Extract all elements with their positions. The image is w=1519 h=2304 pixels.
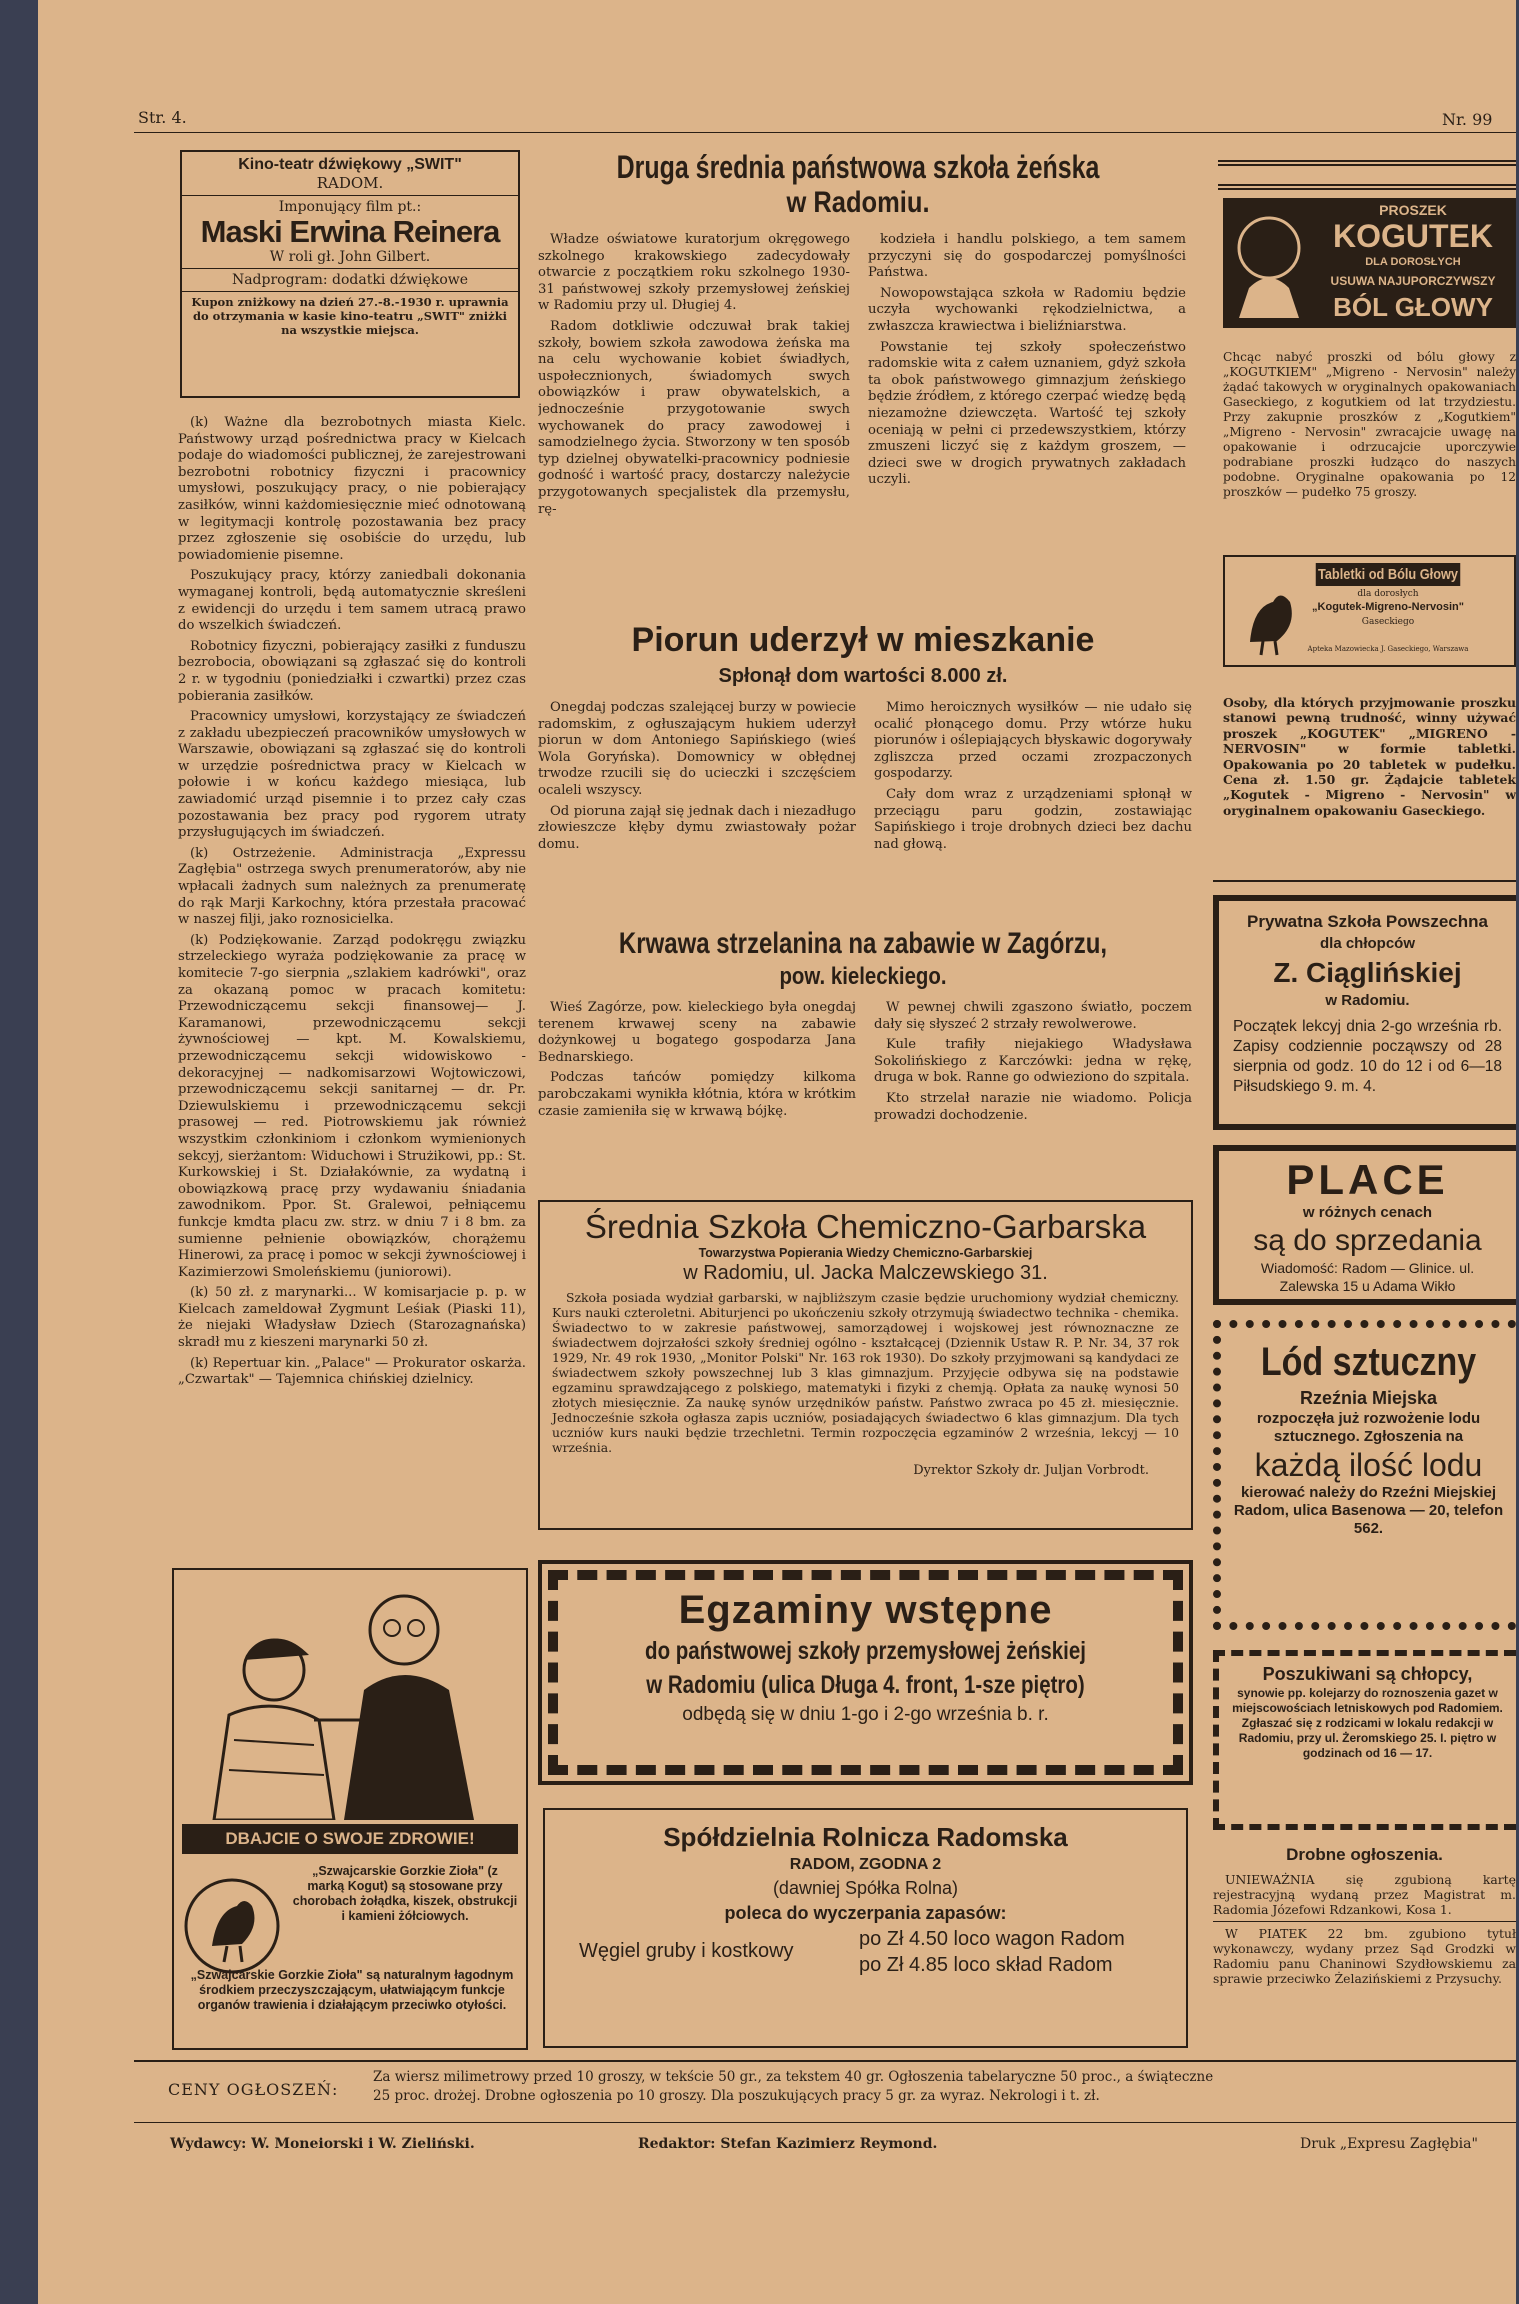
- article-lightning-subtitle: Spłonął dom wartości 8.000 zł.: [718, 665, 1008, 687]
- cinema-film-title: Maski Erwina Reinera: [200, 214, 500, 249]
- small-ads-title: Drobne ogłoszenia.: [1286, 1845, 1443, 1864]
- newspaper-page: [38, 0, 1516, 2304]
- exam-ad: [538, 1560, 1193, 1785]
- tablets-sub: Gaseckiego: [1361, 617, 1415, 627]
- tablets-ad: [1223, 555, 1516, 667]
- article-shooting-title: Krwawa strzelanina na zabawie w Zagórzu, pow. kieleckiego.: [618, 927, 1108, 990]
- cinema-role: W roli gł. John Gilbert.: [269, 249, 431, 265]
- article-shooting-col-2: [874, 1000, 1192, 1170]
- coop-title: Spółdzielnia Rolnicza Radomska: [663, 1822, 1068, 1852]
- cinema-intro: Imponujący film pt.:: [278, 199, 422, 215]
- boys-text: synowie pp. kolejarzy do roznoszenia gazet w miejscowościach letniskowych pod Radomiem. Zgłaszać się z rodzicami w lokalu redakcji w Radomiu, przy ul. Żeromskiego 25. I. piętro w godzinach od 16 — 17.: [1232, 1686, 1503, 1760]
- article-school-col-2: [868, 232, 1186, 592]
- rooster-icon: [1235, 577, 1305, 657]
- article-paragraph: W pewnej chwili zgaszono światło, poczem dały się słyszeć 2 strzały rewolwerowe.: [874, 1000, 1192, 1032]
- article-school-col-1: [538, 232, 850, 592]
- ice-title: Lód sztuczny: [1260, 1340, 1477, 1384]
- chronicle-paragraph: (k) Podziękowanie. Zarząd podokręgu związku strzeleckiego wyraża podziękowanie za pracę w komitecie 7-go sierpnia „szlakiem kadrówki", oraz za okazaną pomoc w pracach komitetu: Przewodniczącemu sekcji finansowej— J. Karamanowi, przewodniczącemu sekcji żywnościowej — kpt. M. Kowalskiemu, przewodniczącemu sekcji widowiskowo - dekoracyjnej — nadkomisarzowi Wojtowiczowi, przewodniczącemu sekcji sanitarnej — dr. Pr. Dziewulskiemu i przewodniczącemu sekcji prasowej — red. Piotrowskiemu jak również wszystkim członkiniom i członkom wymienionych sekcyj, sierżantom: Widuchowi i Strużikowi, pp.: St. Kurkowskiej i St. Działakównie, za wydatną i obowiązkową pracę przy wydawaniu śniadania zawodnikom. Ppor. St. Gralewoi, pełniącemu funkcje kmdta placu zw. strz. w dniu 7 i 8 bm. za sumienne pełnienie obowiązków, chorążemu Hinerowi, za pracę i pomoc w sekcji żywnościowej i Kazimierzowi Smoleńskiemu (juniorowi).: [178, 932, 526, 1280]
- article-paragraph: Cały dom wraz z urządzeniami spłonął w przeciągu paru godzin, zostawiając Sapińskiego i troje drobnych dzieci bez dachu nad głową.: [874, 786, 1192, 852]
- coop-address: RADOM, ZGODNA 2: [789, 1856, 942, 1873]
- chronicle-paragraph: (k) Ważne dla bezrobotnych miasta Kielc. Państwowy urząd pośrednictwa pracy w Kielcach podaje do wiadomości publicznej, że zarejestrowani bezrobotni robotnicy fizyczni i pracownicy umysłowi, poszukujący pracy, o nie pobierający zasiłków, winni każdomiesięcznie mieć odnotowaną w legitymacji kontrolę pozostawania bez pracy przez zgłoszenie się osobiście do urzędu, lub powiadomienie pisemne.: [178, 415, 526, 563]
- article-lightning-title: Piorun uderzył w mieszkanie: [631, 621, 1095, 659]
- plots-ad: [1213, 1145, 1516, 1305]
- coop-former-name: (dawniej Spółka Rolna): [772, 1878, 959, 1898]
- coop-price: 4.85: [909, 1954, 948, 1976]
- article-paragraph: Podczas tańców pomiędzy kilkoma parobczakami wynikła kłótnia, która w krótkim czasie zamieniła się w krwawą bójkę.: [538, 1070, 856, 1119]
- header-rule: [134, 132, 1516, 133]
- cinema-rule: [182, 195, 518, 196]
- article-school-title: Druga średnia państwowa szkoła żeńska w Radomiu.: [616, 149, 1100, 219]
- chemical-school-body: Szkoła posiada wydział garbarski, w najbliższym czasie będzie uruchomiony wydział chemiczny. Kurs nauki czteroletni. Abiturjenci po ukończeniu szkoły otrzymują świadectwo technika - chemika. Świadectwo to w zakresie państwowej, samorządowej i wojskowej jest równoznaczne ze świadectwem dojrzałości szkoły średniej ogólno - kształcącej (Dziennik Ustaw R. P. Nr. 34, 37 rok 1929, Nr. 49 rok 1930, „Monitor Polski" Nr. 163 rok 1930). Do szkoły przyjmowani są kandydaci ze świadectwem szkoły powszechnej lub 3 klas gimnazjum. Przyjęcie odbywa się na podstawie egzaminu sprawdzającego z polskiego, matematyki i fizyki z chemją. Opłata za naukę wynosi 50 złotych miesięcznie. Za naukę synów urzędników państw. Państwo zwraca po 45 zł. miesięcznie. Jednocześnie szkoła ogłasza zapis uczniów, posiadających świadectwo 6 klas gimnazjum. Dla tych uczniów kurs nauki będzie trzechletni. Termin rozpoczęcia egzaminów 2 września, lekcyj — 10 września.: [552, 1290, 1179, 1455]
- editor: Redaktor: Stefan Kazimierz Reymond.: [638, 2136, 938, 2152]
- health-text-1: „Szwajcarskie Gorzkie Zioła" (z marką Kogut) są stosowane przy chorobach żołądka, kiszek, obstrukcji i kamieni żółciowych.: [292, 1864, 518, 1923]
- chronicle-column: [178, 415, 526, 1585]
- health-text-2: „Szwajcarskie Gorzkie Zioła" są naturalnym łagodnym środkiem przeczyszczającym, ułatwiającym funkcje organów trawienia i działającym przeciwko otyłości.: [190, 1968, 514, 2012]
- cinema-title: Kino-teatr dźwiękowy „SWIT": [238, 156, 462, 173]
- private-school-text: Początek lekcyj dnia 2-go września rb. Zapisy codziennie począwszy od 28 sierpnia od godz. 10 do 12 i od 6—18 Piłsudskiego 9. m. 4.: [1233, 1018, 1502, 1095]
- footer-rule-2: [134, 2122, 1516, 2123]
- prices-text: Za wiersz milimetrowy przed 10 groszy, w tekście 50 gr., za tekstem 40 gr. Ogłoszenia tabelaryczne 50 proc., a świąteczne 25 proc. drożej. Drobne ogłoszenia po 10 groszy. Dla poszukujących pracy 5 gr. za wyraz. Nekrologi i t. zł.: [373, 2069, 1214, 2104]
- article-shooting-col-1: [538, 1000, 856, 1170]
- cinema-coupon: Kupon zniżkowy na dzień 27.-8.-1930 r. uprawnia do otrzymania w kasie kino-teatru „SWIT" zniżki na wszystkie miejsca.: [191, 295, 509, 337]
- article-lightning-col-1: [538, 700, 856, 910]
- doctor-illustration: [174, 1570, 526, 1820]
- chemical-school-title: Średnia Szkoła Chemiczno-Garbarska: [584, 1208, 1147, 1245]
- article-paragraph: Wieś Zagórze, pow. kieleckiego była onegdaj terenem krwawej sceny na zabawie dożynkowej u bogatego gospodarza Jana Bednarskiego.: [538, 1000, 856, 1065]
- boys-ad: [1213, 1650, 1516, 1830]
- small-ad: UNIEWAŻNIA się zgubioną kartę rejestracyjną wydaną przez Magistrat m. Radomia Józefowi Rdzankowi, Kosa 1.: [1213, 1872, 1516, 1917]
- article-paragraph: Mimo heroicznych wysiłków — nie udało się ocalić płonącego domu. Przy wtórze huku piorunów i oślepiających błyskawic dogorywały zgliszcza przed oczami zrozpaczonych gospodarzy.: [874, 700, 1192, 782]
- cinema-rule-3: [182, 291, 518, 292]
- boys-title: Poszukiwani są chłopcy,: [1262, 1664, 1473, 1684]
- article-paragraph: Kto strzelał narazie nie wiadomo. Policja prowadzi dochodzenie.: [874, 1090, 1192, 1123]
- article-paragraph: kodzieła i handlu polskiego, a tem samem przyczyni się do gospodarczej pomyślności Państwa.: [868, 232, 1186, 281]
- page-number-left: Str. 4.: [138, 108, 187, 127]
- private-school-title: Prywatna Szkoła Powszechna: [1247, 912, 1488, 931]
- face-icon: [1229, 208, 1309, 318]
- article-paragraph: Władze oświatowe kuratorjum okręgowego szkolnego krakowskiego zadecydowały otwarcie z początkiem roku szkolnego 1930- 31 państwowej szkoły przemysłowej żeńskiej w Radomiu przy ul. Długiej 4.: [538, 232, 850, 314]
- chemical-school-signature: Dyrektor Szkoły dr. Juljan Vorbrodt.: [913, 1463, 1149, 1478]
- ice-ad: [1213, 1320, 1516, 1630]
- ice-text: rozpoczęła już rozwożenie lodu sztucznego. Zgłoszenia na: [1256, 1410, 1481, 1445]
- coop-price-row: po Zł 4.85 loco skład Radom: [859, 1954, 1113, 1976]
- ice-abattoir: Rzeźnia Miejska: [1299, 1388, 1438, 1408]
- kogutek-top: PROSZEK: [1379, 202, 1447, 218]
- chronicle-paragraph: (k) Repertuar kin. „Palace" — Prokurator oskarża. „Czwartak" — Tajemnica chińskiej dzielnicy.: [178, 1355, 526, 1388]
- plots-sale: są do sprzedania: [1253, 1224, 1482, 1257]
- coop-offer: poleca do wyczerpania zapasów:: [724, 1903, 1007, 1923]
- small-ads-list: [1213, 1872, 1516, 1990]
- cinema-city: RADOM.: [316, 174, 384, 192]
- small-ad: W PIATEK 22 bm. zgubiono tytuł wykonawczy, wydany przez Sąd Grodzki w Radomiu panu Chaninowi Szydłowskiemu za sprawie przeciwko Żelazińskiemi z Przysuchy.: [1213, 1926, 1516, 1986]
- ice-big: każdą ilość lodu: [1254, 1447, 1483, 1483]
- tablets-sub: dla dorosłych: [1357, 589, 1419, 599]
- health-banner: DBAJCIE O SWOJE ZDROWIE!: [182, 1824, 518, 1854]
- divider: [1213, 880, 1516, 882]
- chronicle-paragraph: (k) 50 zł. z marynarki... W komisarjacie p. p. w Kielcach zameldował Zygmunt Leśiak (Piaski 11), że niejaki Władysław Dziech (Starozagnańska) skradł mu z kieszeni marynarki 50 zł.: [178, 1285, 526, 1351]
- kogutek-pain: BÓL GŁOWY: [1333, 292, 1493, 322]
- tablets-title: Tabletki od Bólu Głowy: [1316, 563, 1461, 586]
- coop-item: Węgiel gruby i kostkowy: [579, 1940, 794, 1962]
- chemical-school-address: w Radomiu, ul. Jacka Malczewskiego 31.: [683, 1262, 1048, 1284]
- printer: Druk „Expresu Zagłębia": [1300, 2136, 1478, 2152]
- kogutek-for: DLA DOROSŁYCH: [1365, 256, 1461, 268]
- plots-title: PLACE: [1286, 1156, 1449, 1203]
- coop-price-row: po Zł 4.50 loco wagon Radom: [859, 1928, 1125, 1950]
- chronicle-paragraph: (k) Ostrzeżenie. Administracja „Expressu Zagłębia" ostrzega swych prenumeratorów, aby nie wpłacali żadnych sum należnych za prenumeratę do rąk Marji Karkochny, która przestała pracować w naszej filji, jako roznosicielka.: [178, 845, 526, 928]
- health-ad: [172, 1568, 528, 2050]
- article-paragraph: Radom dotkliwie odczuwał brak takiej szkoły, bowiem szkoła zawodowa żeńska ma na celu wychowanie kobiet świadłych, uspołecznionych, świadomych swych obowiązków i praw obywatelskich, a jednocześnie przygotowanie swych wychowanek do pracy zawodowej i samodzielnego życia. Stworzony w ten sposób typ dzielnej obywatelki-pracownicy podniesie godność i wartość pracy, dostarczy należycie przygotowanych specjalistek dla przemysłu, rę-: [538, 318, 850, 517]
- chronicle-paragraph: Robotnicy fizyczni, pobierający zasiłki z funduszu bezrobocia, obowiązani są zgłaszać się do kontroli 2 r. w tygodniu (poniedziałki i czwartki) przez czas pobierania zasiłków.: [178, 638, 526, 704]
- article-lightning-col-2: [874, 700, 1192, 910]
- exam-school: do państwowej szkoły przemysłowej żeńskiej: [645, 1637, 1086, 1665]
- kogutek-banner: [1223, 198, 1516, 328]
- article-paragraph: Od pioruna zajął się jednak dach i niezadługo złowieszcze kłęby dymu zwiastowały pożar domu.: [538, 803, 856, 852]
- plots-sub: w różnych cenach: [1302, 1204, 1433, 1221]
- chemical-school-ad: [538, 1200, 1193, 1530]
- exam-address: w Radomiu (ulica Długa 4. front, 1-sze piętro): [646, 1671, 1085, 1699]
- kogutek-text: Chcąc nabyć proszki od bólu głowy z „KOGUTKIEM" „Migreno - Nervosin" należy żądać takowych w oryginalnych opakowaniach Gaseckiego, z kogutkiem od lat trzydziestu. Przy zakupnie proszków z „Kogutkiem" „Migreno - Nervosin" zwracajcie uwagę na opakowanie i odrzucajcie uporczywie podrabiane proszki łudząco do naszych podobne. Oryginalne opakowania po 12 proszków — pudełko 75 groszy.: [1223, 350, 1516, 499]
- footer-rule: [134, 2060, 1516, 2062]
- chronicle-paragraph: Poszukujący pracy, którzy zaniedbali dokonania wymaganej kontroli, będą automatycznie skreśleni z ewidencji do urzędu i tem samem utracą prawo do wszelkich świadczeń.: [178, 568, 526, 634]
- prices-label: CENY OGŁOSZEŃ:: [168, 2080, 339, 2099]
- private-school-ad: [1213, 895, 1516, 1130]
- publishers: Wydawcy: W. Moneiorski i W. Zieliński.: [170, 2136, 475, 2152]
- coop-ad: [543, 1808, 1188, 2048]
- article-paragraph: Powstanie tej szkoły społeczeństwo radomskie wita z całem uznaniem, gdyż szkoła ta obok państwowego gimnazjum żeńskiego będzie źródłem, z którego czerpać wiedzę będą niezamożne dziewczęta. Wartość tej szkoły oceniają w pełni ci przedewszystkiem, którzy zmuszeni liczyć się z każdym groszem, — dzieci swe w drogich prywatnych zakładach uczyli.: [868, 339, 1186, 488]
- chronicle-paragraph: Pracownicy umysłowi, korzystający ze świadczeń z zakładu ubezpieczeń pracowników umysłowych w Warszawie, obowiązani są zgłaszać się do kontroli w urzędzie pośrednictwa pracy w Kielcach w połowie i w końcu każdego miesiąca, lub zawiadomić urząd pisemnie i to przez cały czas pozostawania bez pracy pod rygorem utraty przysługujących im świadczeń.: [178, 709, 526, 841]
- tablets-text: Osoby, dla których przyjmowanie proszku stanowi pewną trudność, winny używać proszek „KOGUTEK" „MIGRENO - NERVOSIN" w formie tabletki. Opakowania po 20 tabletek w pudełku. Cena zł. 1.50 gr. Żądajcie tabletek „Kogutek - Migreno - Nervosin" w oryginalnem opakowaniu Gaseckiego.: [1223, 695, 1516, 818]
- tablets-sub: „Kogutek-Migreno-Nervosin": [1312, 601, 1464, 613]
- issue-number: Nr. 99: [1442, 110, 1493, 129]
- private-school-for: dla chłopców: [1319, 935, 1415, 952]
- article-paragraph: Nowopowstająca szkoła w Radomiu będzie uczyła wychowanki rękodzielnictwa, a zwłaszcza krawiectwa i bieliźniarstwa.: [868, 285, 1186, 334]
- cinema-ad: [180, 150, 520, 398]
- private-school-city: w Radomiu.: [1325, 992, 1410, 1009]
- private-school-name: Z. Ciąglińskiej: [1273, 957, 1462, 988]
- article-paragraph: Onegdaj podczas szalejącej burzy w powiecie radomskim, z ogłuszającym hukiem uderzył piorun w dom Antoniego Sapińskiego (wieś Wola Goryńska). Domownicy w obłędnej trwodze rzucili się do ucieczki i szczęściem ocaleli wszyscy.: [538, 700, 856, 798]
- exam-title: Egzaminy wstępne: [678, 1588, 1053, 1632]
- cinema-rule-2: [182, 268, 518, 269]
- plots-info: Wiadomość: Radom — Glinice. ul. Zalewska 15 u Adama Wikło: [1260, 1260, 1475, 1294]
- tablets-sub: Apteka Mazowiecka J. Gaseckiego, Warszawa: [1307, 645, 1469, 653]
- article-paragraph: Kule trafiły niejakiego Władysława Sokolińskiego z Karczówki: jedna w rękę, druga w bok. Ranne go odwieziono do szpitala.: [874, 1037, 1192, 1086]
- exam-date: odbędą się w dniu 1-go i 2-go września b. r.: [682, 1704, 1049, 1725]
- cinema-program: Nadprogram: dodatki dźwiękowe: [231, 272, 469, 288]
- coop-price: 4.50: [909, 1928, 948, 1950]
- kogutek-brand: KOGUTEK: [1333, 218, 1493, 254]
- kogutek-removes: USUWA NAJUPORCZYWSZY: [1330, 274, 1496, 288]
- chemical-school-society: Towarzystwa Popierania Wiedzy Chemiczno-Garbarskiej: [698, 1246, 1033, 1260]
- decorative-border: [1218, 160, 1516, 190]
- ice-text: kierować należy do Rzeźni Miejskiej Radom, ulica Basenowa — 20, telefon 562.: [1233, 1484, 1504, 1537]
